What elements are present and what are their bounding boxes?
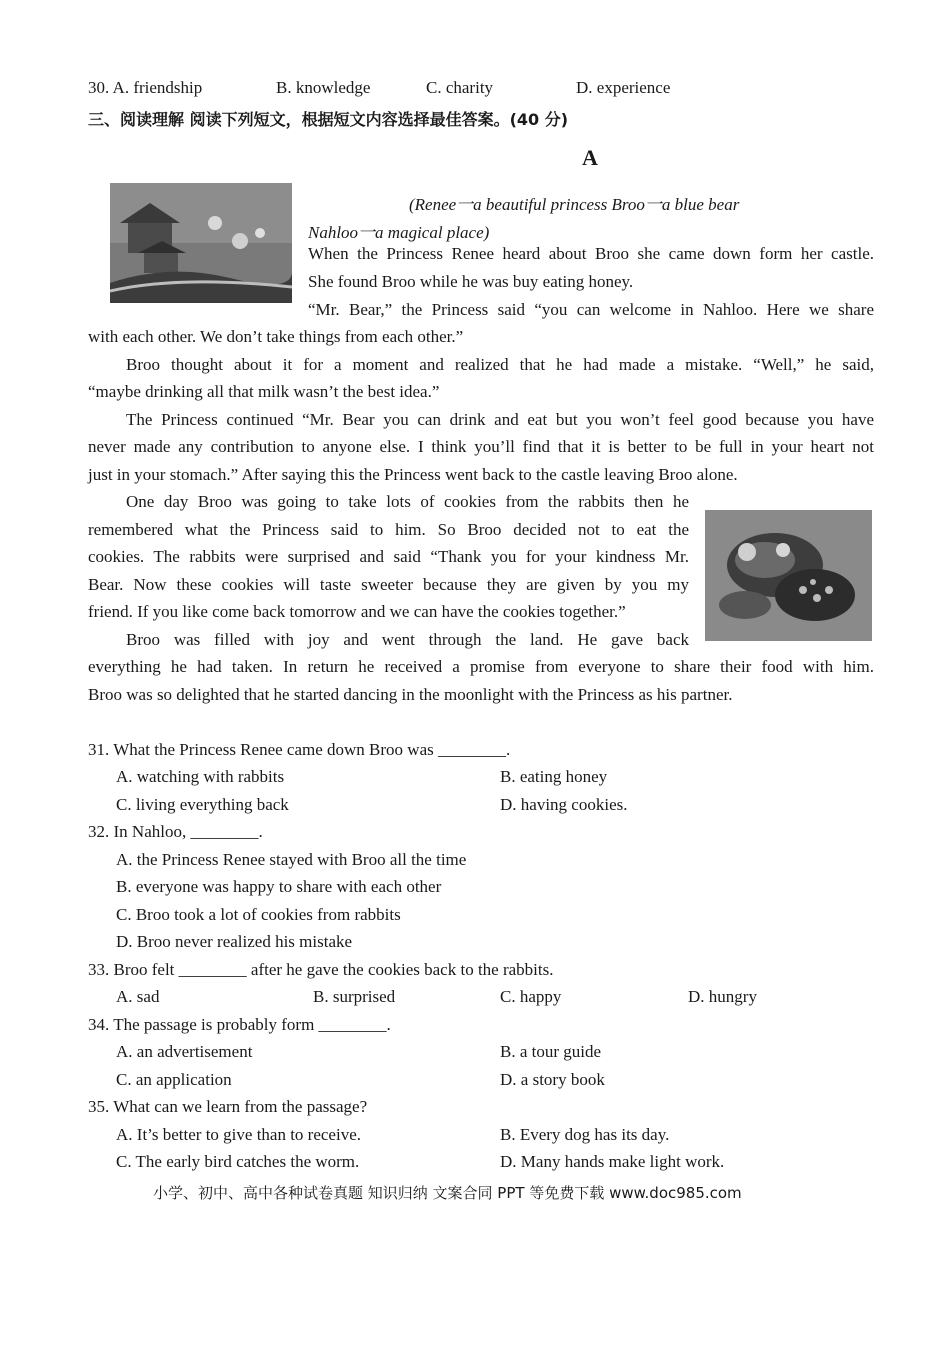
option-c: C. Broo took a lot of cookies from rabbits	[116, 905, 401, 924]
option-c: C. living everything back	[116, 795, 289, 814]
option-d: D. having cookies.	[500, 795, 628, 814]
option-b: B. everyone was happy to share with each other	[116, 877, 442, 896]
passage-line: The Princess continued “Mr. Bear you can drink and eat but you won’t feel good because you have	[126, 410, 874, 429]
passage-line: Broo was so delighted that he started dancing in the moonlight with the Princess as his partner.	[88, 685, 733, 704]
q30-option-c: C. charity	[426, 78, 494, 97]
option-a: A. sad	[116, 987, 160, 1006]
passage-line: remembered what the Princess said to him. So Broo decided not to eat the	[88, 520, 689, 539]
passage-line: Broo was filled with joy and went through the land. He gave back	[126, 630, 689, 649]
passage-line: Bear. Now these cookies will taste sweeter because they are given by you my	[88, 575, 689, 594]
option-a: A. It’s better to give than to receive.	[116, 1125, 361, 1144]
passage-line: “Mr. Bear,” the Princess said “you can welcome in Nahloo. Here we share	[308, 300, 874, 319]
option-a: A. the Princess Renee stayed with Broo all the time	[116, 850, 467, 869]
option-c: C. The early bird catches the worm.	[116, 1152, 360, 1171]
castle-illustration	[110, 183, 292, 303]
option-d: D. hungry	[688, 987, 757, 1006]
option-a: A. watching with rabbits	[116, 767, 285, 786]
passage-line: One day Broo was going to take lots of cookies from the rabbits then he	[126, 492, 689, 511]
option-b: B. eating honey	[500, 767, 608, 786]
question-stem: 31. What the Princess Renee came down Broo was ________.	[88, 740, 511, 759]
passage-line: When the Princess Renee heard about Broo she came down form her castle.	[308, 244, 874, 263]
option-d: D. a story book	[500, 1070, 605, 1089]
option-c: C. an application	[116, 1070, 232, 1089]
option-b: B. surprised	[313, 987, 396, 1006]
passage-letter: A	[582, 145, 598, 170]
character-note-line1: (Renee一a beautiful princess Broo一a blue bear	[409, 195, 740, 214]
section-heading: 三、阅读理解 阅读下列短文，根据短文内容选择最佳答案。(40 分)	[88, 110, 569, 129]
option-c: C. happy	[500, 987, 562, 1006]
q30-option-d: D. experience	[576, 78, 671, 97]
question-stem: 34. The passage is probably form ________.	[88, 1015, 391, 1034]
q30-option-a: 30. A. friendship	[88, 78, 203, 97]
passage-line: with each other. We don’t take things from each other.”	[88, 327, 464, 346]
option-a: A. an advertisement	[116, 1042, 253, 1061]
character-note-line2: Nahloo一a magical place)	[308, 223, 490, 242]
passage-line: She found Broo while he was buy eating honey.	[308, 272, 634, 291]
question-stem: 33. Broo felt ________ after he gave the cookies back to the rabbits.	[88, 960, 554, 979]
question-stem: 35. What can we learn from the passage?	[88, 1097, 368, 1116]
option-d: D. Broo never realized his mistake	[116, 932, 353, 951]
passage-line: friend. If you like come back tomorrow and we can have the cookies together.”	[88, 602, 626, 621]
passage-line: everything he had taken. In return he received a promise from everyone to share their food with him.	[88, 657, 874, 676]
passage-line: “maybe drinking all that milk wasn’t the best idea.”	[88, 382, 440, 401]
passage-line: cookies. The rabbits were surprised and said “Thank you for your kindness Mr.	[88, 547, 689, 566]
page-footer: 小学、初中、高中各种试卷真题 知识归纳 文案合同 PPT 等免费下载 www.doc985.com	[153, 1184, 742, 1202]
option-b: B. Every dog has its day.	[500, 1125, 670, 1144]
option-b: B. a tour guide	[500, 1042, 602, 1061]
passage-line: just in your stomach.” After saying this the Princess went back to the castle leaving Broo alone.	[88, 465, 738, 484]
question-stem: 32. In Nahloo, ________.	[88, 822, 263, 841]
passage-line: Broo thought about it for a moment and realized that he had made a mistake. “Well,” he said,	[126, 355, 874, 374]
bear-cookies-illustration	[705, 510, 872, 641]
q30-option-b: B. knowledge	[276, 78, 371, 97]
option-d: D. Many hands make light work.	[500, 1152, 725, 1171]
passage-line: never made any contribution to anyone else. I think you’ll find that it is better to be full in your heart not	[88, 437, 874, 456]
